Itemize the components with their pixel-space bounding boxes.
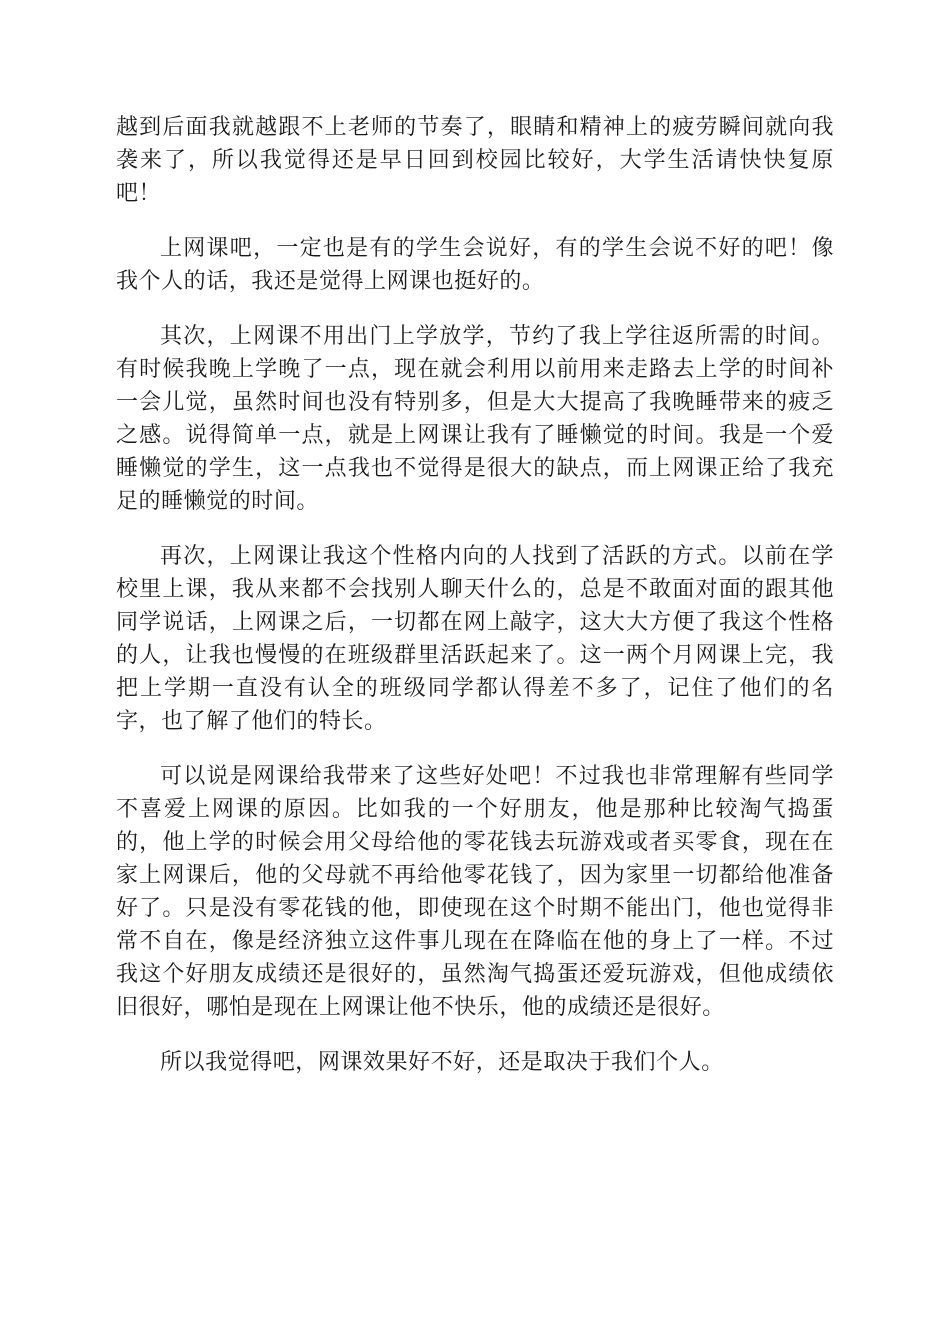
paragraph-3: 其次，上网课不用出门上学放学，节约了我上学往返所需的时间。有时候我晚上学晚了一点，现在就会利用以前用来走路去上学的时间补一会儿觉，虽然时间也没有特别多，但是大大提高了我晚睡带来的疲乏之感。说得简单一点，就是上网课让我有了睡懒觉的时间。我是一个爱睡懒觉的学生，这一点我也不觉得是很大的缺点，而上网课正给了我充足的睡懒觉的时间。 <box>116 324 834 514</box>
document-page <box>116 111 834 1101</box>
paragraph-5: 可以说是网课给我带来了这些好处吧！不过我也非常理解有些同学不喜爱上网课的原因。比如我的一个好朋友，他是那种比较淘气捣蛋的，他上学的时候会用父母给他的零花钱去玩游戏或者买零食，现在在家上网课后，他的父母就不再给他零花钱了，因为家里一切都给他准备好了。只是没有零花钱的他，即使现在这个时期不能出门，他也觉得非常不自在，像是经济独立这件事儿现在在降临在他的身上了一样。不过我这个好朋友成绩还是很好的，虽然淘气捣蛋还爱玩游戏，但他成绩依旧很好，哪怕是现在上网课让他不快乐，他的成绩还是很好。 <box>116 764 834 1020</box>
paragraph-1: 越到后面我就越跟不上老师的节奏了，眼睛和精神上的疲劳瞬间就向我袭来了，所以我觉得还是早日回到校园比较好，大学生活请快快复原吧！ <box>116 115 834 206</box>
paragraph-6: 所以我觉得吧，网课效果好不好，还是取决于我们个人。 <box>160 1050 724 1075</box>
paragraph-4: 再次，上网课让我这个性格内向的人找到了活跃的方式。以前在学校里上课，我从来都不会找别人聊天什么的，总是不敢面对面的跟其他同学说话，上网课之后，一切都在网上敲字，这大大方便了我这个性格的人，让我也慢慢的在班级群里活跃起来了。这一两个月网课上完，我把上学期一直没有认全的班级同学都认得差不多了，记住了他们的名字，也了解了他们的特长。 <box>116 544 834 734</box>
paragraph-2: 上网课吧，一定也是有的学生会说好，有的学生会说不好的吧！像我个人的话，我还是觉得上网课也挺好的。 <box>116 236 834 294</box>
